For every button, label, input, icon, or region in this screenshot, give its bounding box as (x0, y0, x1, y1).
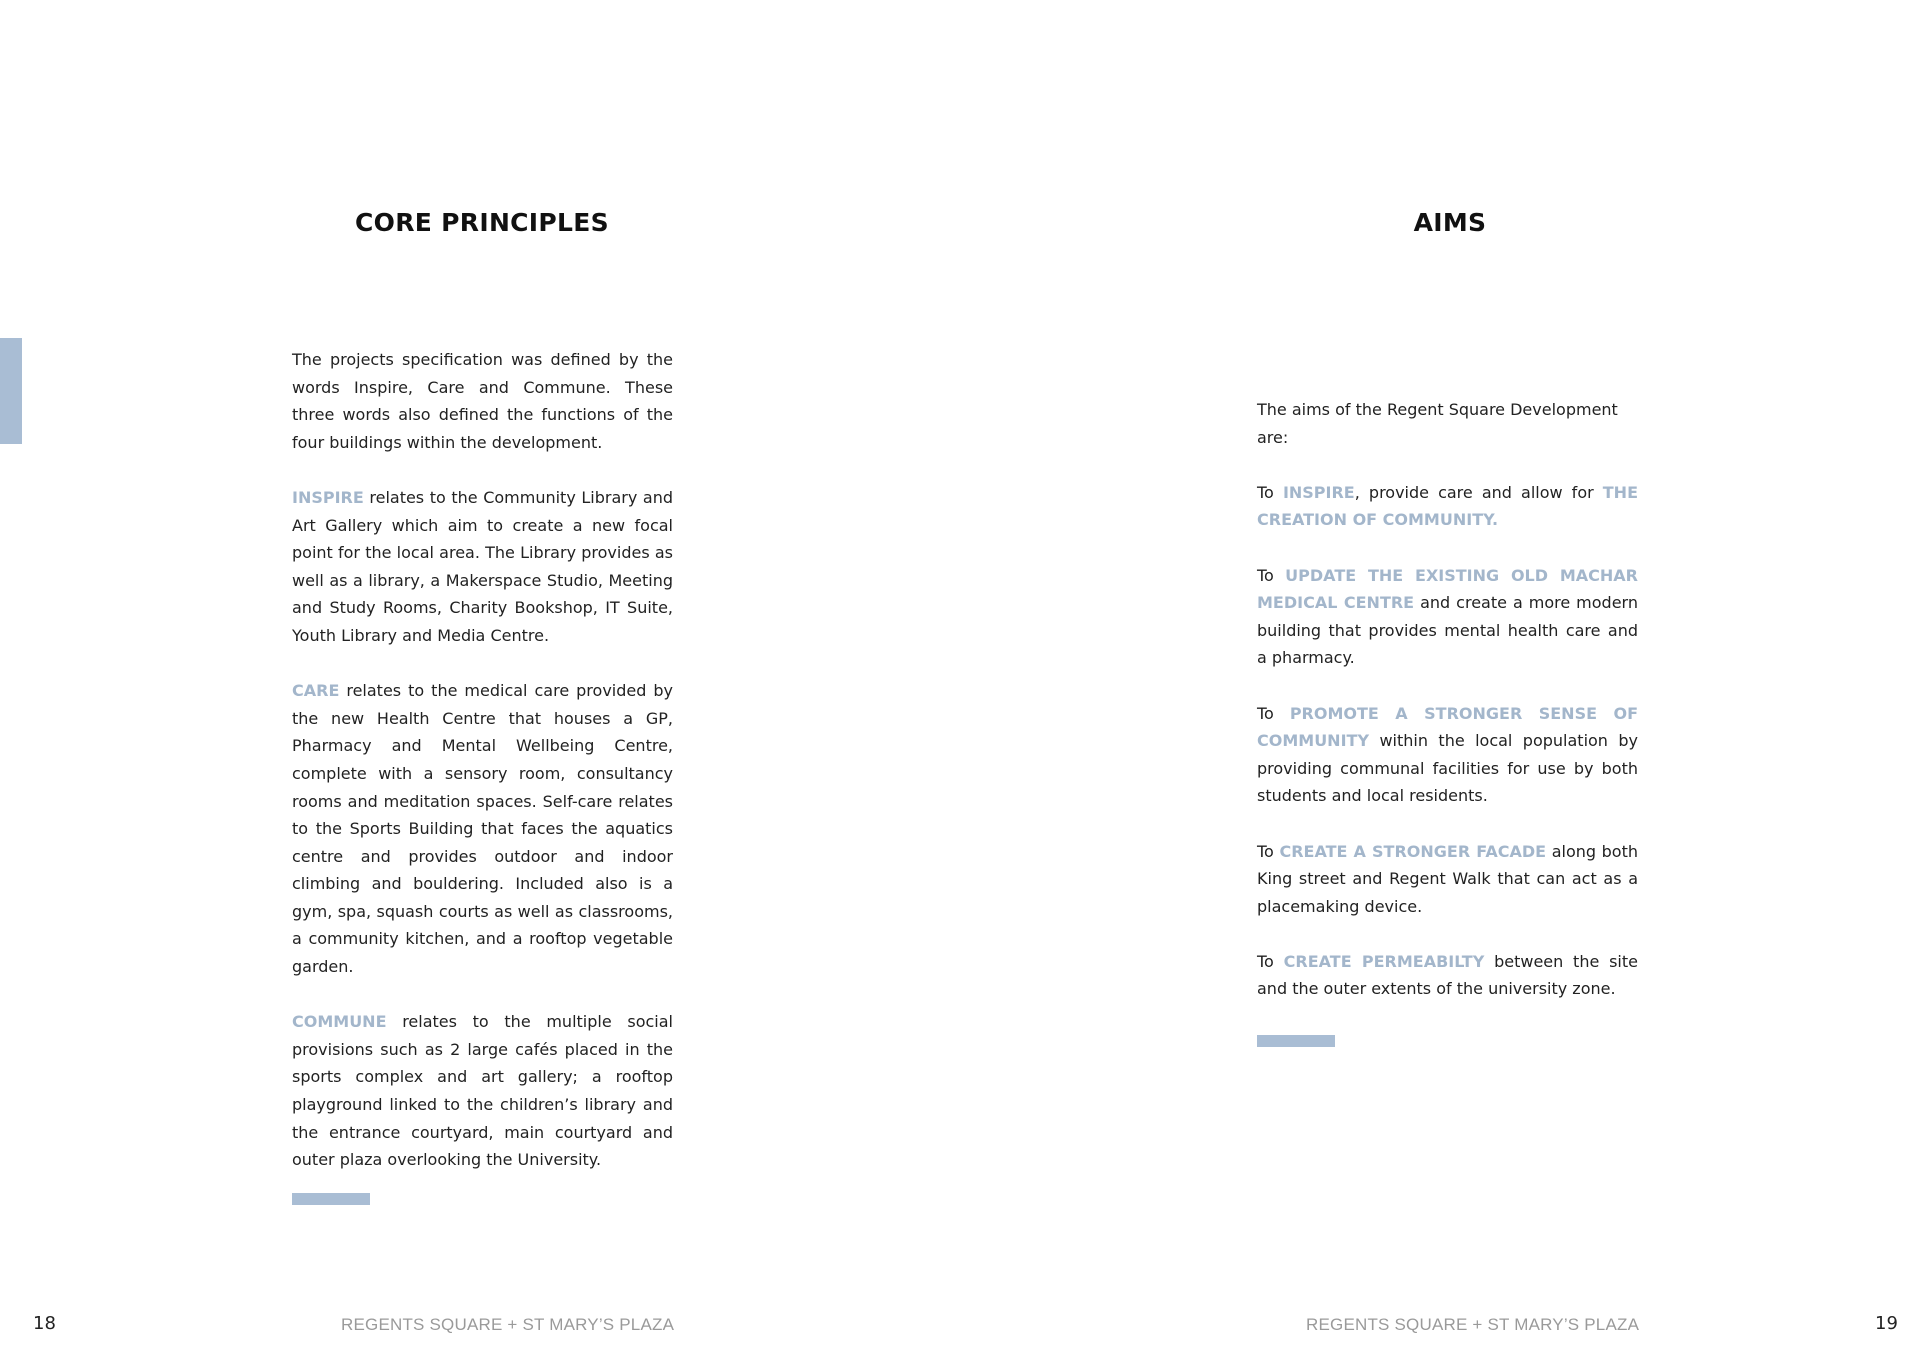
aim-3-text: within the local population by providing communal facilities for use by both students and local residents. (1257, 731, 1638, 806)
footer-title-left: REGENTS SQUARE + ST MARY’S PLAZA (341, 1315, 675, 1334)
aim-2-text: and create a more modern building that provides mental health care and a pharmacy. (1257, 593, 1638, 668)
aim-1-text: , provide care and allow for (1354, 482, 1603, 502)
aim-1-keyword-inspire: INSPIRE (1282, 482, 1355, 502)
aim-3-keyword: PROMOTE A STRONGER SENSE OF COMMUNITY (1257, 703, 1639, 751)
footer-title-right: REGENTS SQUARE + ST MARY’S PLAZA (1306, 1315, 1640, 1334)
page-number-right: 19 (1875, 1313, 1898, 1334)
core-principles-heading: CORE PRINCIPLES (355, 208, 609, 237)
commune-paragraph (292, 1008, 673, 1174)
aim-5-keyword: CREATE PERMEABILTY (1283, 951, 1485, 971)
aims-column (1257, 396, 1638, 1047)
aim-1-prefix: To (1257, 482, 1283, 502)
aim-4-keyword: CREATE A STRONGER FACADE (1279, 841, 1547, 861)
care-text: relates to the medical care provided by the new Health Centre that houses a GP, Pharmacy and Mental Wellbeing Centre, complete with a sensory room, consultancy rooms and meditation spaces. Self-care relates to the Sports Building that faces the aquatics centre and provides outdoor and indoor climbing and bouldering. Included also is a gym, spa, squash courts as well as classrooms, a community kitchen, and a rooftop vegetable garden. (292, 681, 673, 977)
page-number-left: 18 (33, 1313, 56, 1334)
aims-intro-paragraph: The aims of the Regent Square Development are: (1257, 400, 1618, 447)
care-keyword: CARE (292, 681, 340, 701)
inspire-text: relates to the Community Library and Art Gallery which aim to create a new focal point for the local area. The Library provides as well as a library, a Makerspace Studio, Meeting and Study Rooms, Charity Bookshop, IT Suite, Youth Library and Media Centre. (292, 487, 673, 645)
inspire-paragraph (292, 484, 673, 650)
aim-3-prefix: To (1257, 703, 1290, 723)
core-principles-column (292, 346, 673, 1205)
aim-4-paragraph (1257, 838, 1638, 921)
section-end-bar (1257, 1035, 1335, 1047)
aim-5-prefix: To (1257, 951, 1284, 971)
aim-2-keyword: UPDATE THE EXISTING OLD MACHAR MEDICAL CENTRE (1257, 565, 1638, 613)
aim-4-prefix: To (1257, 841, 1280, 861)
inspire-keyword: INSPIRE (292, 487, 364, 507)
aim-5-text: between the site and the outer extents of the university zone. (1257, 951, 1638, 999)
aim-2-paragraph (1257, 562, 1638, 672)
commune-keyword: COMMUNE (292, 1012, 387, 1032)
side-tab-marker (0, 338, 22, 444)
aim-4-text: along both King street and Regent Walk that can act as a placemaking device. (1257, 841, 1639, 916)
aim-2-prefix: To (1257, 565, 1286, 585)
aim-5-paragraph (1257, 948, 1638, 1003)
section-end-bar (292, 1193, 370, 1205)
aim-3-paragraph (1257, 700, 1638, 810)
aim-1-paragraph (1257, 479, 1638, 534)
aim-1-keyword-community: THE CREATION OF COMMUNITY. (1257, 482, 1638, 530)
commune-text: relates to the multiple social provisions such as 2 large cafés placed in the sports complex and art gallery; a rooftop playground linked to the children’s library and the entrance courtyard, main courtyard and outer plaza overlooking the University. (292, 1012, 673, 1170)
care-paragraph (292, 677, 673, 981)
aims-heading: AIMS (1413, 208, 1487, 237)
core-intro-paragraph: The projects specification was defined by the words Inspire, Care and Commune. These three words also defined the functions of the four buildings within the development. (292, 350, 673, 452)
